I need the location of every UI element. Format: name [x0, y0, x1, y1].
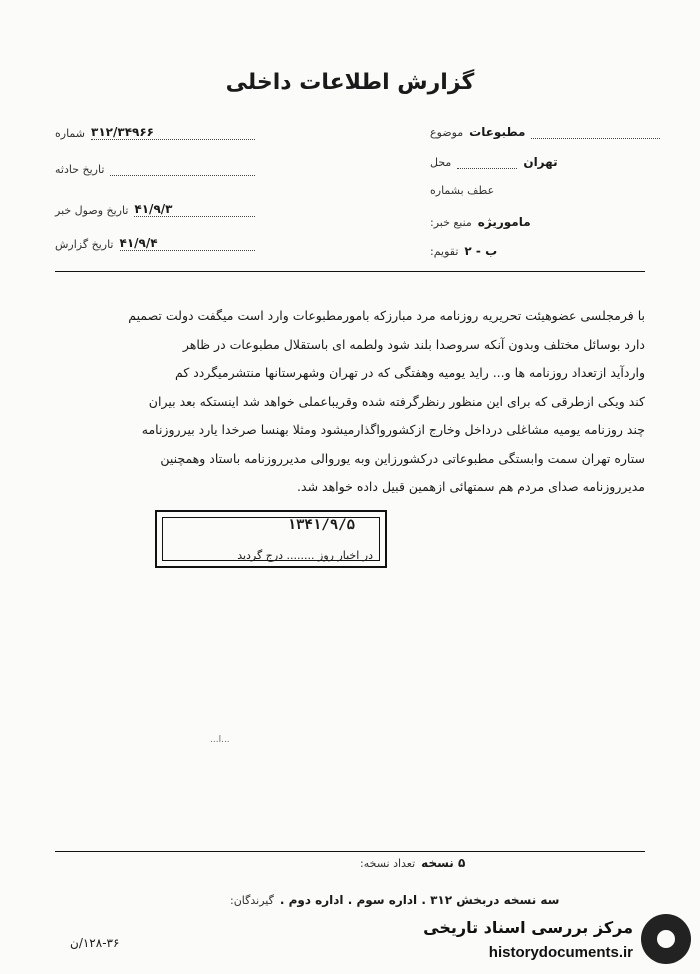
subject-label: موضوع	[430, 126, 464, 139]
report-date-label: تاریخ گزارش	[55, 238, 114, 251]
copies-row	[360, 856, 660, 870]
ref-row	[430, 184, 660, 197]
archive-logo-icon	[641, 914, 691, 964]
watermark-name: مرکز بررسی اسناد تاریخی	[423, 918, 633, 937]
stamp-text: در اخبار روز ........ درج گردید	[237, 549, 373, 562]
subject-row	[430, 125, 660, 139]
small-mark: ...ا...	[210, 735, 230, 745]
body-line: کند ویکی ازطرقی که برای این منظور رنظرگرفته شده وقریباعملی خواهد شد اینستکه بعد بیران	[148, 393, 645, 409]
report-date-row	[55, 236, 255, 251]
watermark-url: historydocuments.ir	[488, 944, 633, 961]
number-label: شماره	[55, 127, 86, 140]
footer-divider	[55, 851, 645, 852]
watermark-logo	[400, 912, 695, 972]
stamp-date: ۱۳۴۱/۹/۵	[287, 517, 355, 533]
recipients-label: گیرندگان:	[230, 894, 274, 907]
document-code: ۱۲۸-۳۶/ن	[70, 936, 120, 950]
rating-value: ب - ۲	[464, 244, 498, 258]
source-row	[430, 215, 660, 229]
source-label: منبع خبر:	[430, 216, 472, 229]
copies-label: تعداد نسخه:	[360, 857, 416, 870]
report-date-value: ۴۱/۹/۴	[120, 236, 256, 251]
source-value: ماموریژه	[477, 215, 531, 229]
body-line: مدیرروزنامه صدای مردم هم سمتهائی ازهمین قبیل داده خواهد شد.	[297, 479, 645, 494]
archive-stamp	[155, 510, 387, 568]
place-value: تهران	[523, 155, 558, 169]
body-line: واردآید ازتعداد روزنامه ها و... راید یومیه وهفتگی که در تهران وشهرستانها منتشرمیگردد کم	[174, 365, 645, 380]
body-line: با فرمجلسی عضوهیئت تحریریه روزنامه مرد مبارزکه بامورمطبوعات وارد است میگفت دولت تصمیم	[128, 308, 645, 323]
recipients-value: سه نسخه دربخش ۳۱۲ . اداره سوم . اداره دوم .	[279, 893, 560, 907]
received-date-value: ۴۱/۹/۳	[134, 202, 255, 217]
report-title: گزارش اطلاعات داخلی	[225, 70, 475, 95]
number-row	[55, 125, 255, 140]
place-dots	[457, 156, 517, 169]
event-date-dots	[110, 163, 255, 176]
received-date-label: تاریخ وصول خبر	[55, 204, 129, 217]
place-row	[430, 155, 660, 169]
body-line: چند روزنامه یومیه مشاغلی درداخل وخارج ازکشورواگذارمیشود ومثلا بهنسا صرخدا یارد بیرروزنامه	[141, 422, 645, 437]
subject-dots	[531, 126, 660, 139]
recipients-row	[230, 893, 660, 907]
copies-value: ۵ نسخه	[421, 856, 466, 870]
body-line: ستاره تهران سمت وابستگی مطبوعاتی درکشورزاین وبه یوروالی مدیرروزنامه باستاد وهمچنین	[160, 450, 645, 466]
rating-row	[430, 244, 660, 258]
subject-value: مطبوعات	[469, 125, 526, 139]
ref-label: عطف بشماره	[430, 184, 495, 197]
number-value: ۳۱۲/۳۴۹۶۶	[91, 125, 255, 140]
received-date-row	[55, 202, 255, 217]
report-body	[55, 302, 645, 502]
place-label: محل	[430, 156, 452, 169]
header-divider	[55, 271, 645, 272]
event-date-row	[55, 163, 255, 176]
body-line: دارد بوسائل مختلف وبدون آنکه سروصدا بلند شود ولطمه ای باستقلال مطبوعات در ظاهر	[182, 336, 645, 352]
event-date-label: تاریخ حادثه	[55, 163, 105, 176]
rating-label: تقویم:	[430, 245, 459, 258]
